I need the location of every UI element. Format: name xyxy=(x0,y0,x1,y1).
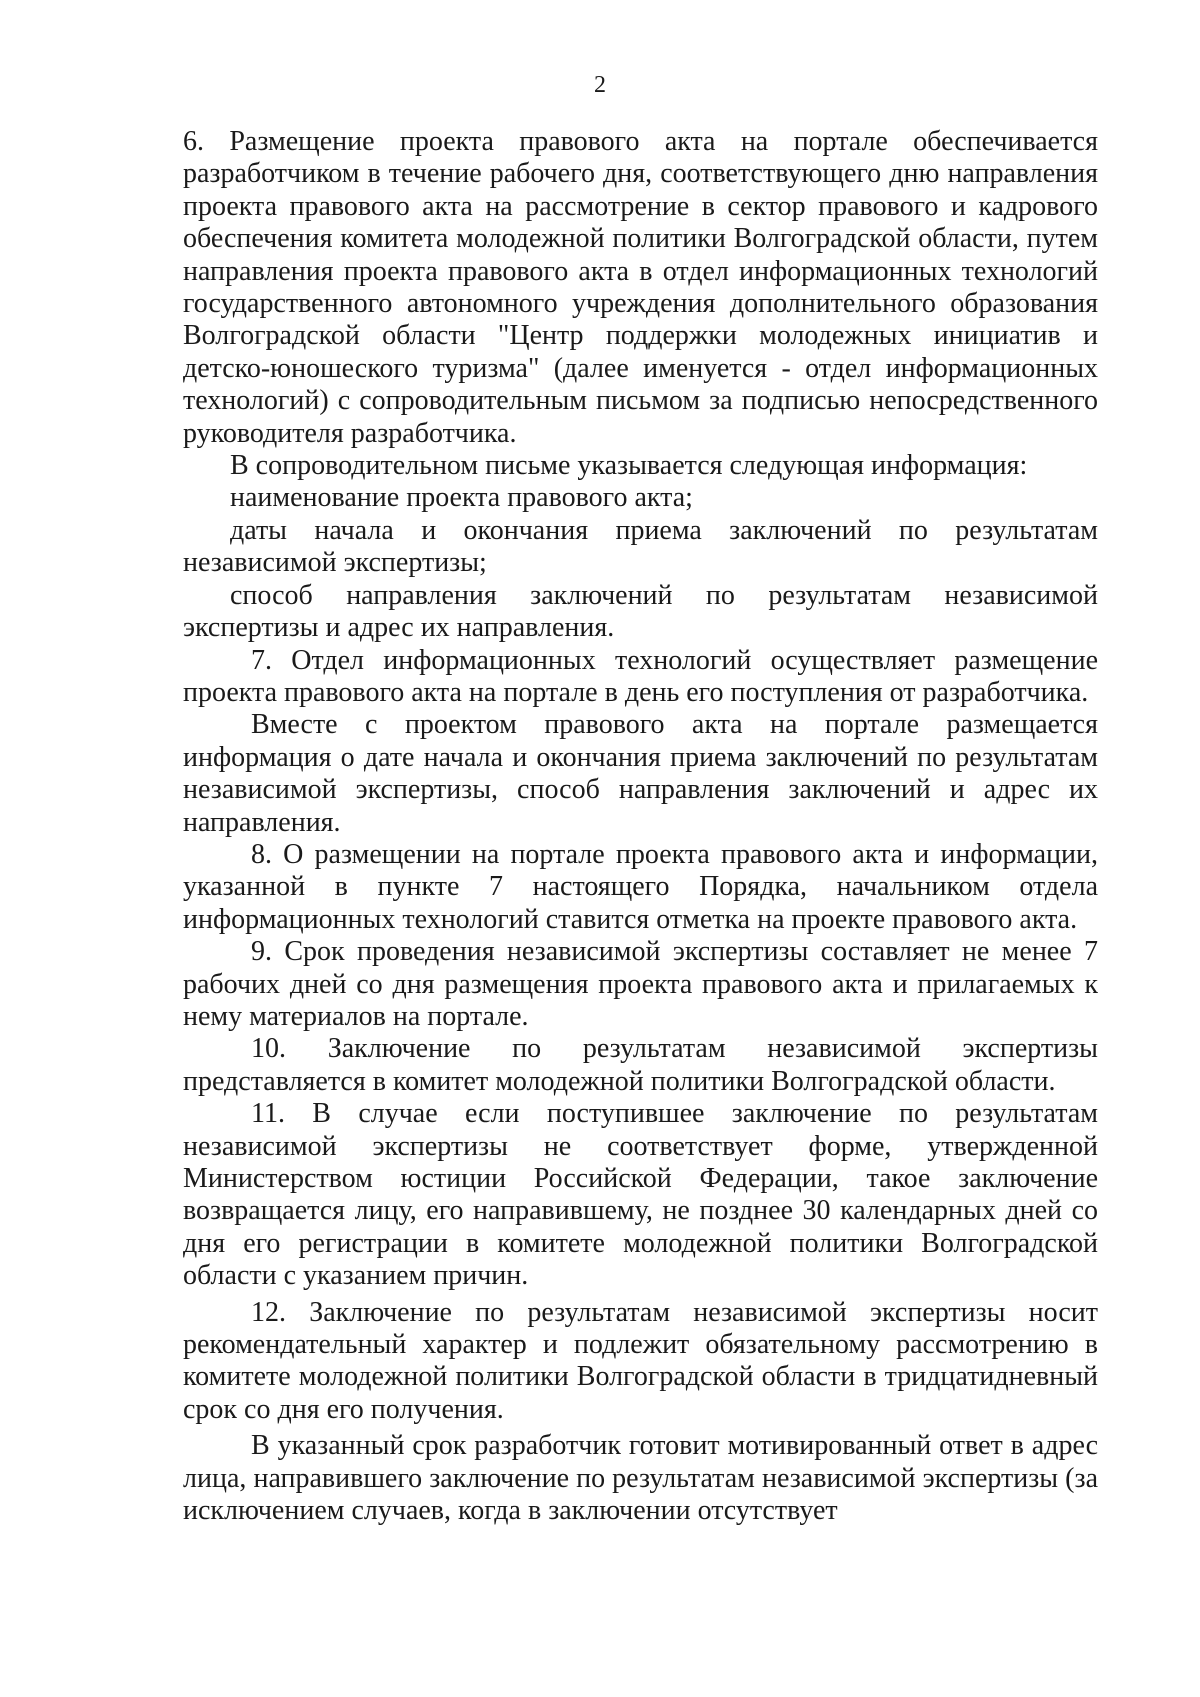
paragraph-9: 9. Срок проведения независимой экспертизы составляет не менее 7 рабочих дней со дня размещения проекта правового акта и прилагаемых к нему материалов на портале. xyxy=(183,936,1098,1032)
paragraph-10: 10. Заключение по результатам независимой экспертизы представляется в комитет молодежной политики Волгоградской области. xyxy=(183,1033,1098,1097)
paragraph-cover-letter-item-name: наименование проекта правового акта; xyxy=(230,482,693,514)
paragraph-12: 12. Заключение по результатам независимой экспертизы носит рекомендательный характер и подлежит обязательному рассмотрению в комитете молодежной политики Волгоградской области в тридцатидневный срок со дня его получения. xyxy=(183,1296,1098,1425)
paragraph-11: 11. В случае если поступившее заключение по результатам независимой экспертизы не соответствует форме, утвержденной Министерством юстиции Российской Федерации, такое заключение возвращается лицу, его направившему, не позднее 30 календарных дней со дня его регистрации в комитете молодежной политики Волгоградской области с указанием причин. xyxy=(183,1098,1098,1292)
document-body xyxy=(183,126,1098,1527)
paragraph-cover-letter-intro: В сопроводительном письме указывается следующая информация: xyxy=(230,450,1028,482)
paragraph-7: 7. Отдел информационных технологий осуществляет размещение проекта правового акта на портале в день его поступления от разработчика. xyxy=(183,644,1098,708)
paragraph-cover-letter-item-dates: даты начала и окончания приема заключений по результатам независимой экспертизы; xyxy=(183,514,1098,579)
paragraph-cover-letter-item-method: способ направления заключений по результатам независимой экспертизы и адрес их направления. xyxy=(183,579,1098,644)
paragraph-8: 8. О размещении на портале проекта правового акта и информации, указанной в пункте 7 настоящего Порядка, начальником отдела информационных технологий ставится отметка на проекте правового акта. xyxy=(183,838,1098,935)
paragraph-7-placement-info: Вместе с проектом правового акта на портале размещается информация о дате начала и окончания приема заключений по результатам независимой экспертизы, способ направления заключений и адрес их направления. xyxy=(183,709,1098,838)
page-number: 2 xyxy=(594,72,606,98)
paragraph-12-response: В указанный срок разработчик готовит мотивированный ответ в адрес лица, направившего заключение по результатам независимой экспертизы (за исключением случаев, когда в заключении отсутствует xyxy=(183,1430,1098,1527)
paragraph-6: 6. Размещение проекта правового акта на портале обеспечивается разработчиком в течение рабочего дня, соответствующего дню направления проекта правового акта на рассмотрение в сектор правового и кадрового обеспечения комитета молодежной политики Волгоградской области, путем направления проекта правового акта в отдел информационных технологий государственного автономного учреждения дополнительного образования Волгоградской области "Центр поддержки молодежных инициатив и детско-юношеского туризма" (далее именуется - отдел информационных технологий) с сопроводительным письмом за подписью непосредственного руководителя разработчика. xyxy=(183,126,1098,449)
